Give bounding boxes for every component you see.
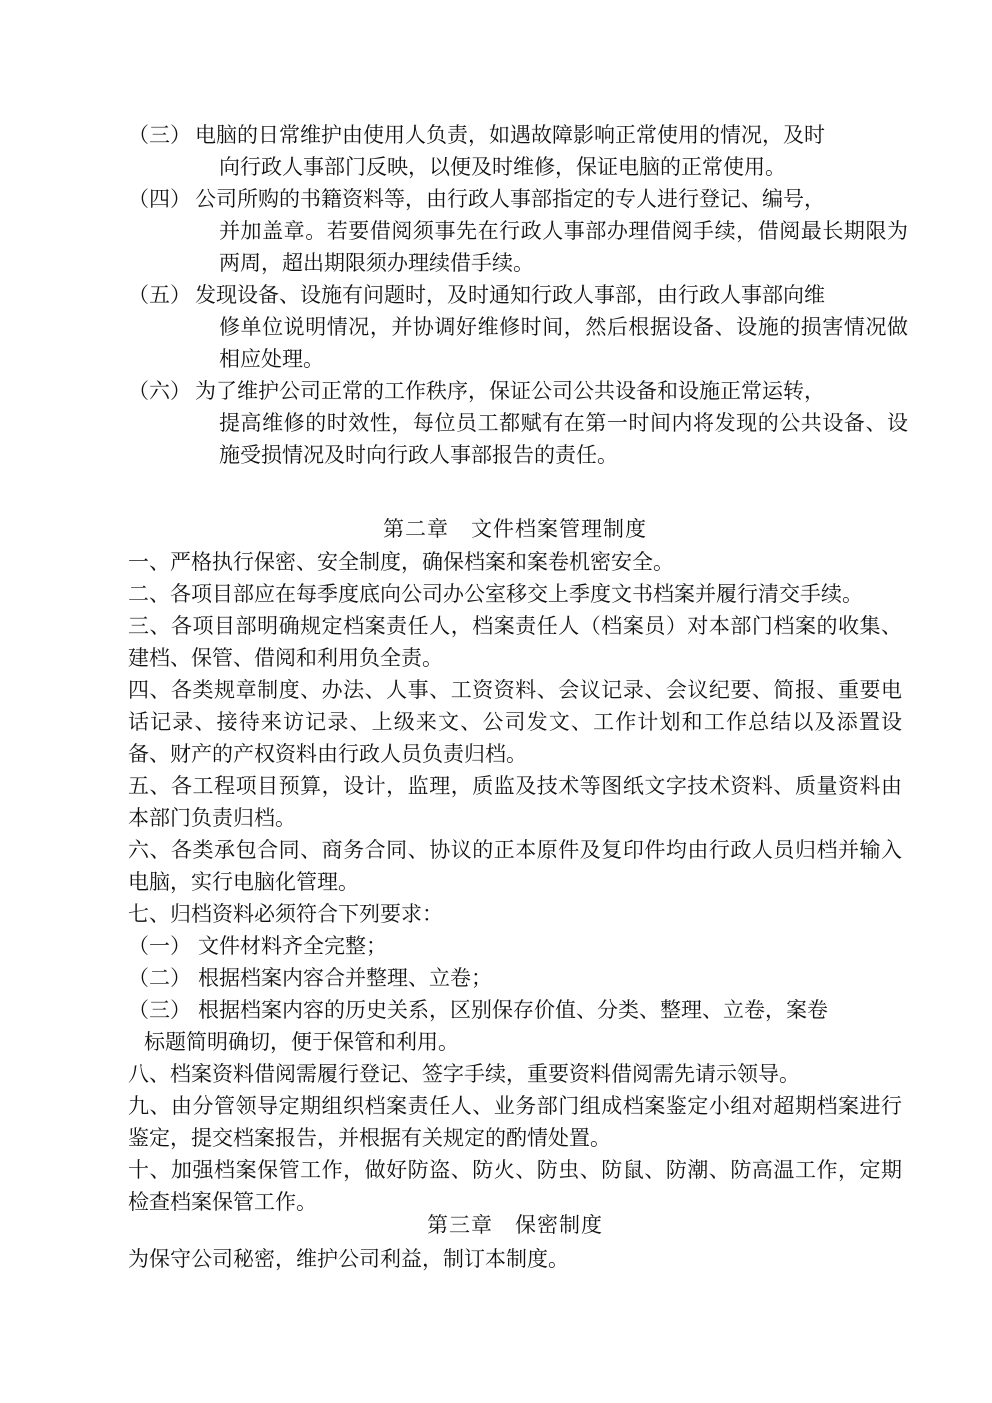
item-number: （四） <box>128 187 191 211</box>
list-item <box>128 119 908 183</box>
sub-item-number: （二） <box>128 966 191 990</box>
item-text-first-line: 发现设备、设施有问题时，及时通知行政人事部，由行政人事部向维 <box>195 283 825 307</box>
sub-item-continuation: 标题简明确切，便于保管和利用。 <box>144 1030 459 1054</box>
sub-item <box>128 962 902 994</box>
item-number: （三） <box>128 123 191 147</box>
paragraph: 为保守公司秘密，维护公司利益，制订本制度。 <box>128 1247 569 1271</box>
sub-item-text: 根据档案内容的历史关系，区别保存价值、分类、整理、立卷，案卷 <box>198 998 828 1022</box>
top-section-list <box>128 119 908 471</box>
sub-item-text: 文件材料齐全完整； <box>198 934 387 958</box>
chapter-2-title: 第二章 文件档案管理制度 <box>383 517 647 541</box>
sub-item-number: （三） <box>128 998 191 1022</box>
chapter-3-title: 第三章 保密制度 <box>427 1213 603 1237</box>
item-number: （六） <box>128 379 191 403</box>
paragraph: 七、归档资料必须符合下列要求： <box>128 902 443 926</box>
paragraph: 八、档案资料借阅需履行登记、签字手续，重要资料借阅需先请示领导。 <box>128 1062 800 1086</box>
paragraph: 三、各项目部明确规定档案责任人，档案责任人（档案员）对本部门档案的收集、建档、保管、借阅和利用负全责。 <box>128 614 902 670</box>
sub-item-number: （一） <box>128 934 191 958</box>
item-text-continuation: 并加盖章。若要借阅须事先在行政人事部办理借阅手续，借阅最长期限为两周，超出期限须办理续借手续。 <box>219 219 908 275</box>
chapter-3-body <box>128 1243 902 1275</box>
sub-item-text: 根据档案内容合并整理、立卷； <box>198 966 492 990</box>
paragraph: 五、各工程项目预算，设计，监理，质监及技术等图纸文字技术资料、质量资料由本部门负责归档。 <box>128 774 902 830</box>
item-text-continuation: 提高维修的时效性，每位员工都赋有在第一时间内将发现的公共设备、设施受损情况及时向行政人事部报告的责任。 <box>219 411 908 467</box>
item-text-first-line: 公司所购的书籍资料等，由行政人事部指定的专人进行登记、编号， <box>195 187 825 211</box>
paragraph: 十、加强档案保管工作，做好防盗、防火、防虫、防鼠、防潮、防高温工作，定期检查档案保管工作。 <box>128 1158 902 1214</box>
list-item <box>128 279 908 375</box>
item-text-first-line: 为了维护公司正常的工作秩序，保证公司公共设备和设施正常运转， <box>195 379 825 403</box>
list-item <box>128 183 908 279</box>
sub-item <box>128 994 902 1026</box>
paragraph: 九、由分管领导定期组织档案责任人、业务部门组成档案鉴定小组对超期档案进行鉴定，提交档案报告，并根据有关规定的酌情处置。 <box>128 1094 902 1150</box>
paragraph: 六、各类承包合同、商务合同、协议的正本原件及复印件均由行政人员归档并输入电脑，实行电脑化管理。 <box>128 838 902 894</box>
list-item <box>128 375 908 471</box>
item-number: （五） <box>128 283 191 307</box>
paragraph: 一、严格执行保密、安全制度，确保档案和案卷机密安全。 <box>128 550 674 574</box>
paragraph: 二、各项目部应在每季度底向公司办公室移交上季度文书档案并履行清交手续。 <box>128 582 863 606</box>
item-text-first-line: 电脑的日常维护由使用人负责，如遇故障影响正常使用的情况，及时 <box>195 123 825 147</box>
item-text-continuation: 修单位说明情况，并协调好维修时间，然后根据设备、设施的损害情况做相应处理。 <box>219 315 908 371</box>
chapter-2-body <box>128 546 902 1218</box>
paragraph: 四、各类规章制度、办法、人事、工资资料、会议记录、会议纪要、简报、重要电话记录、接待来访记录、上级来文、公司发文、工作计划和工作总结以及添置设备、财产的产权资料由行政人员负责归档。 <box>128 678 902 766</box>
sub-item <box>128 930 902 962</box>
item-text-continuation: 向行政人事部门反映，以便及时维修，保证电脑的正常使用。 <box>219 155 786 179</box>
